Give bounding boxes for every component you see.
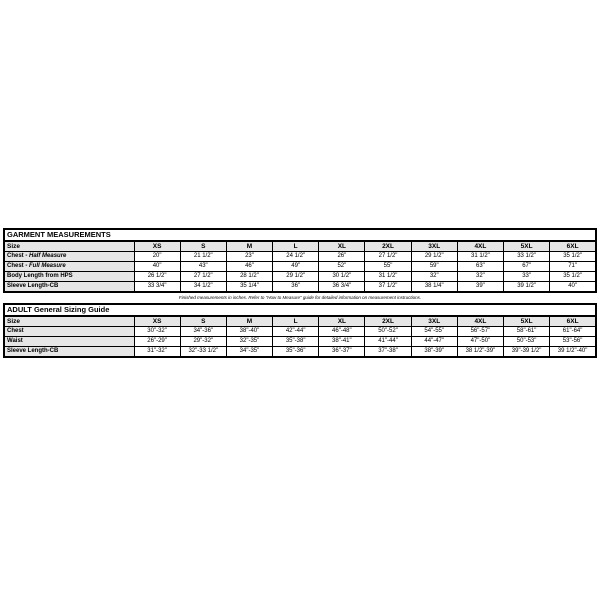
value-cell: 33 3/4" bbox=[134, 282, 180, 293]
value-cell: 67" bbox=[504, 262, 550, 272]
size-header-label: Size bbox=[4, 241, 134, 252]
value-cell: 26" bbox=[319, 252, 365, 262]
value-cell: 36 3/4" bbox=[319, 282, 365, 293]
value-cell: 50"-52" bbox=[365, 327, 411, 337]
size-header-cell: M bbox=[226, 316, 272, 327]
size-header-cell: XS bbox=[134, 241, 180, 252]
value-cell: 26"-29" bbox=[134, 337, 180, 347]
value-cell: 29 1/2" bbox=[411, 252, 457, 262]
value-cell: 38"-39" bbox=[411, 347, 457, 358]
row-label bbox=[4, 327, 134, 337]
value-cell: 29"-32" bbox=[180, 337, 226, 347]
measurement-note: Finished measurements in inches. Refer to "How to Measure" guide for detailed information on measurement instructions. bbox=[178, 295, 422, 300]
adult-sizing-guide-table bbox=[3, 303, 597, 358]
size-header-cell: 3XL bbox=[411, 316, 457, 327]
value-cell: 55" bbox=[365, 262, 411, 272]
row-label-text: Waist bbox=[7, 338, 23, 344]
value-cell: 46" bbox=[226, 262, 272, 272]
value-cell: 28 1/2" bbox=[226, 272, 272, 282]
row-label-italic: Half Measure bbox=[29, 253, 67, 259]
value-cell: 36"-37" bbox=[319, 347, 365, 358]
table-title-row bbox=[4, 304, 596, 316]
row-label-text: Body Length from HPS bbox=[7, 273, 73, 279]
value-cell: 30 1/2" bbox=[319, 272, 365, 282]
value-cell: 52" bbox=[319, 262, 365, 272]
size-header-cell: XL bbox=[319, 316, 365, 327]
row-label-text: Chest bbox=[7, 328, 24, 334]
size-header-cell: 6XL bbox=[550, 241, 596, 252]
size-header-cell: M bbox=[226, 241, 272, 252]
value-cell: 41"-44" bbox=[365, 337, 411, 347]
value-cell: 38 1/4" bbox=[411, 282, 457, 293]
table-row bbox=[4, 262, 596, 272]
value-cell: 34"-35" bbox=[226, 347, 272, 358]
size-header-cell: XL bbox=[319, 241, 365, 252]
value-cell: 35"-38" bbox=[273, 337, 319, 347]
value-cell: 31 1/2" bbox=[365, 272, 411, 282]
value-cell: 33" bbox=[504, 272, 550, 282]
value-cell: 56"-57" bbox=[457, 327, 503, 337]
value-cell: 27 1/2" bbox=[180, 272, 226, 282]
value-cell: 37"-38" bbox=[365, 347, 411, 358]
value-cell: 26 1/2" bbox=[134, 272, 180, 282]
row-label-italic: Full Measure bbox=[29, 263, 66, 269]
row-label-text: Chest - bbox=[7, 253, 30, 259]
size-header-cell: XS bbox=[134, 316, 180, 327]
row-label bbox=[4, 262, 134, 272]
value-cell: 32"-35" bbox=[226, 337, 272, 347]
value-cell: 61"-64" bbox=[550, 327, 596, 337]
value-cell: 35 1/2" bbox=[550, 252, 596, 262]
value-cell: 35"-36" bbox=[273, 347, 319, 358]
size-header-label: Size bbox=[4, 316, 134, 327]
value-cell: 63" bbox=[457, 262, 503, 272]
size-header-row bbox=[4, 316, 596, 327]
row-label-text: Sleeve Length-CB bbox=[7, 348, 59, 354]
table-row bbox=[4, 327, 596, 337]
value-cell: 50"-53" bbox=[504, 337, 550, 347]
size-header-cell: 4XL bbox=[457, 241, 503, 252]
value-cell: 39 1/2" bbox=[504, 282, 550, 293]
row-label bbox=[4, 337, 134, 347]
value-cell: 39 1/2"-40" bbox=[550, 347, 596, 358]
value-cell: 32" bbox=[457, 272, 503, 282]
value-cell: 71" bbox=[550, 262, 596, 272]
size-header-cell: 2XL bbox=[365, 316, 411, 327]
table-row bbox=[4, 282, 596, 293]
value-cell: 34 1/2" bbox=[180, 282, 226, 293]
value-cell: 36" bbox=[273, 282, 319, 293]
value-cell: 30"-32" bbox=[134, 327, 180, 337]
row-label bbox=[4, 272, 134, 282]
value-cell: 23" bbox=[226, 252, 272, 262]
size-chart bbox=[3, 228, 597, 358]
value-cell: 40" bbox=[134, 262, 180, 272]
value-cell: 39" bbox=[457, 282, 503, 293]
row-label-text: Chest - bbox=[7, 263, 30, 269]
value-cell: 31 1/2" bbox=[457, 252, 503, 262]
table-row bbox=[4, 347, 596, 358]
adult-table-title: ADULT General Sizing Guide bbox=[4, 304, 596, 316]
size-header-cell: S bbox=[180, 316, 226, 327]
value-cell: 34"-36" bbox=[180, 327, 226, 337]
value-cell: 47"-50" bbox=[457, 337, 503, 347]
value-cell: 24 1/2" bbox=[273, 252, 319, 262]
size-header-cell: L bbox=[273, 241, 319, 252]
row-label bbox=[4, 282, 134, 293]
row-label-text: Sleeve Length-CB bbox=[7, 283, 59, 289]
garment-measurements-table bbox=[3, 228, 597, 293]
value-cell: 42"-44" bbox=[273, 327, 319, 337]
value-cell: 54"-55" bbox=[411, 327, 457, 337]
value-cell: 29 1/2" bbox=[273, 272, 319, 282]
value-cell: 32" bbox=[411, 272, 457, 282]
value-cell: 33 1/2" bbox=[504, 252, 550, 262]
size-header-cell: 5XL bbox=[504, 241, 550, 252]
value-cell: 32"-33 1/2" bbox=[180, 347, 226, 358]
value-cell: 46"-48" bbox=[319, 327, 365, 337]
table-row bbox=[4, 272, 596, 282]
value-cell: 49" bbox=[273, 262, 319, 272]
table-row bbox=[4, 252, 596, 262]
size-header-cell: 5XL bbox=[504, 316, 550, 327]
value-cell: 20" bbox=[134, 252, 180, 262]
value-cell: 38"-41" bbox=[319, 337, 365, 347]
value-cell: 31"-32" bbox=[134, 347, 180, 358]
size-header-cell: 6XL bbox=[550, 316, 596, 327]
value-cell: 59" bbox=[411, 262, 457, 272]
value-cell: 53"-56" bbox=[550, 337, 596, 347]
row-label bbox=[4, 347, 134, 358]
size-header-cell: 3XL bbox=[411, 241, 457, 252]
size-header-cell: 2XL bbox=[365, 241, 411, 252]
garment-table-title: GARMENT MEASUREMENTS bbox=[4, 229, 596, 241]
value-cell: 21 1/2" bbox=[180, 252, 226, 262]
value-cell: 38"-40" bbox=[226, 327, 272, 337]
size-header-cell: 4XL bbox=[457, 316, 503, 327]
table-title-row bbox=[4, 229, 596, 241]
value-cell: 27 1/2" bbox=[365, 252, 411, 262]
value-cell: 43" bbox=[180, 262, 226, 272]
size-header-cell: L bbox=[273, 316, 319, 327]
row-label bbox=[4, 252, 134, 262]
value-cell: 40" bbox=[550, 282, 596, 293]
size-header-row bbox=[4, 241, 596, 252]
value-cell: 38 1/2"-39" bbox=[457, 347, 503, 358]
size-header-cell: S bbox=[180, 241, 226, 252]
value-cell: 44"-47" bbox=[411, 337, 457, 347]
value-cell: 39"-39 1/2" bbox=[504, 347, 550, 358]
value-cell: 35 1/4" bbox=[226, 282, 272, 293]
value-cell: 37 1/2" bbox=[365, 282, 411, 293]
value-cell: 35 1/2" bbox=[550, 272, 596, 282]
value-cell: 58"-61" bbox=[504, 327, 550, 337]
table-row bbox=[4, 337, 596, 347]
